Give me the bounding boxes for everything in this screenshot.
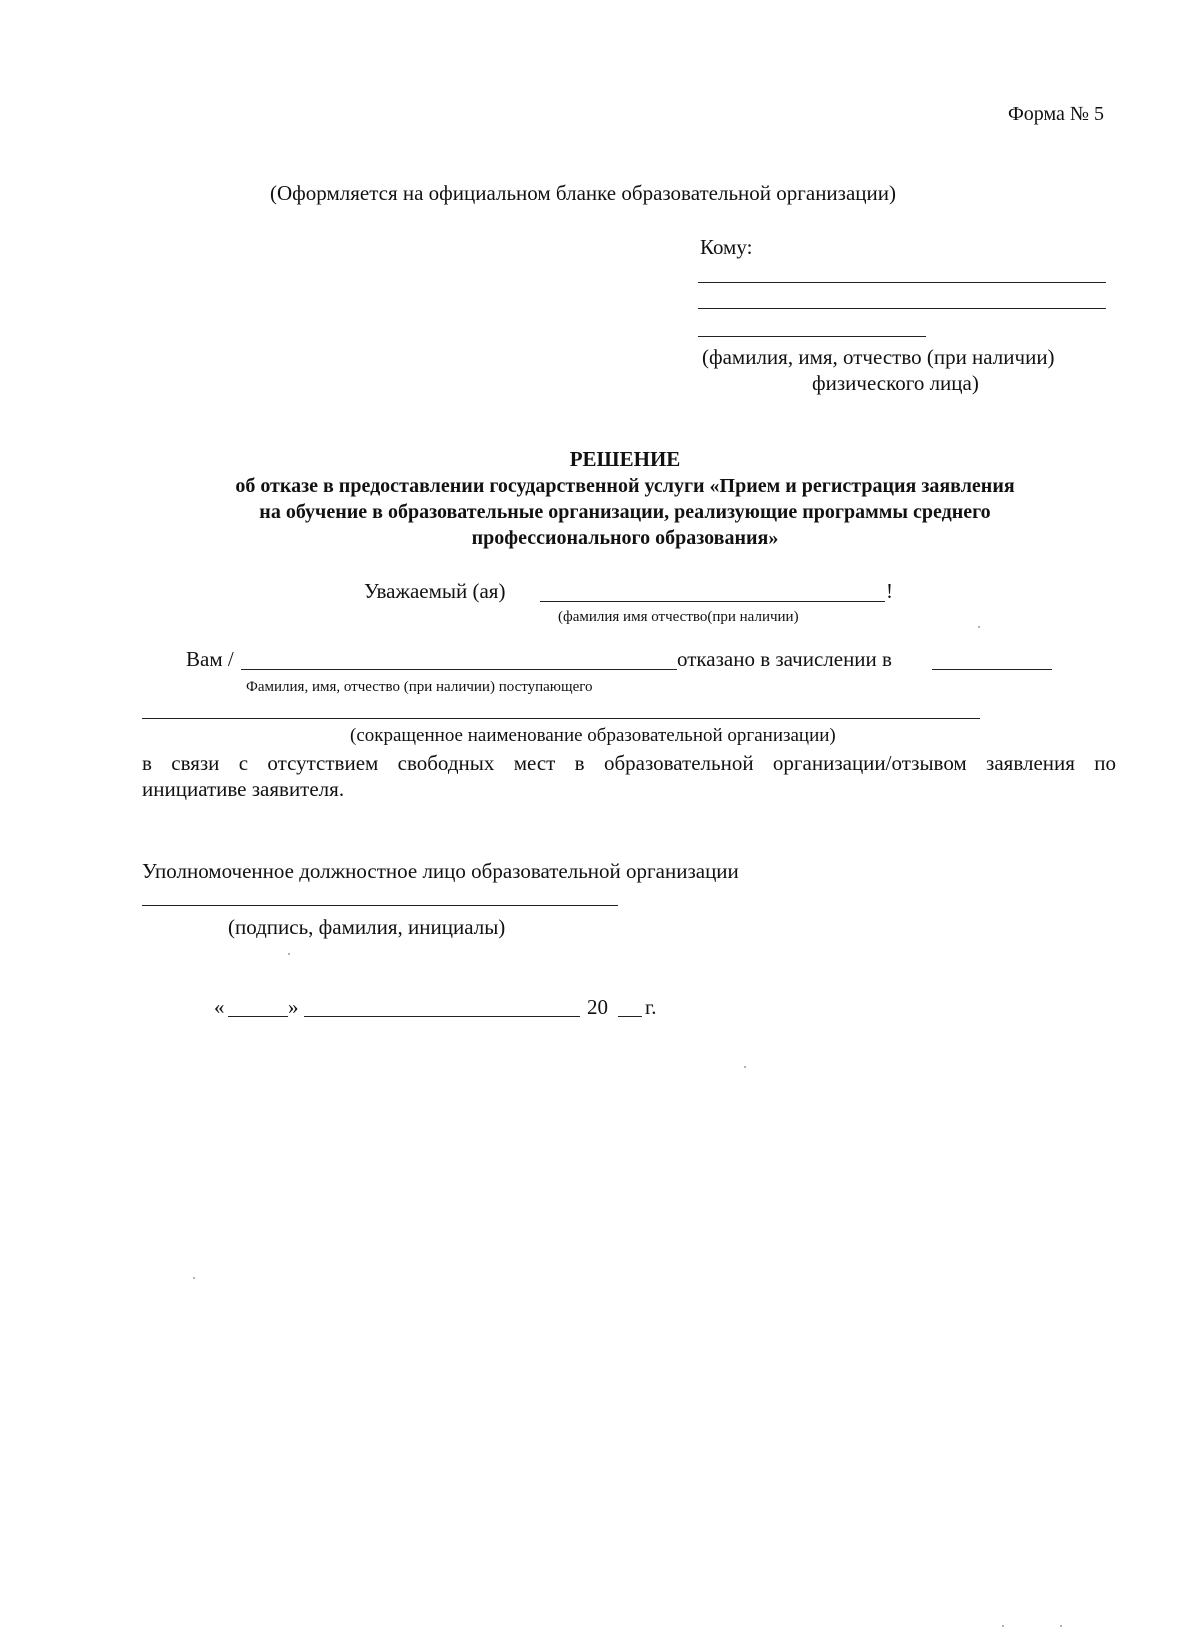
signature-line[interactable]: [142, 905, 618, 906]
scan-speck: [978, 626, 980, 628]
form-number: Форма № 5: [1008, 103, 1104, 125]
greeting-exclamation: !: [886, 579, 893, 603]
signature-label: Уполномоченное должностное лицо образовательной организации: [142, 859, 739, 883]
document-title-line-3: профессионального образования»: [471, 527, 779, 549]
greeting-text: Уважаемый (ая): [364, 579, 506, 603]
date-month-line[interactable]: [304, 1016, 580, 1017]
recipient-caption-line-1: (фамилия, имя, отчество (при наличии): [702, 345, 1055, 369]
greeting-name-line[interactable]: [540, 601, 885, 602]
date-day-line[interactable]: [228, 1016, 288, 1017]
refusal-prefix: Вам /: [186, 647, 234, 671]
recipient-line-2[interactable]: [698, 308, 1106, 309]
recipient-line-3[interactable]: [698, 336, 926, 337]
date-open-quote: «: [214, 995, 225, 1019]
reason-line-2: инициативе заявителя.: [142, 777, 345, 801]
organization-short-line[interactable]: [932, 669, 1052, 670]
date-year-suffix: г.: [645, 995, 657, 1019]
refusal-text: отказано в зачислении в: [677, 647, 892, 671]
document-title-line-2: на обучение в образовательные организации, реализующие программы среднего: [259, 501, 991, 523]
scan-speck: [288, 953, 290, 955]
scan-speck: [744, 1066, 746, 1068]
document-title-line-1: об отказе в предоставлении государственной услуги «Прием и регистрация заявления: [235, 475, 1015, 497]
recipient-caption-line-2: физического лица): [812, 371, 979, 395]
scan-speck: [193, 1277, 195, 1279]
recipient-line-1[interactable]: [698, 282, 1106, 283]
date-close-quote: »: [288, 995, 299, 1019]
official-blank-note: (Оформляется на официальном бланке образовательной организации): [270, 181, 896, 205]
document-heading: РЕШЕНИЕ: [569, 447, 681, 471]
signature-caption: (подпись, фамилия, инициалы): [228, 915, 506, 939]
scan-speck: [1002, 1625, 1004, 1627]
reason-line-1: в связи с отсутствием свободных мест в образовательной организации/отзывом заявления по: [142, 751, 1116, 775]
applicant-caption: Фамилия, имя, отчество (при наличии) поступающего: [246, 679, 593, 695]
greeting-caption: (фамилия имя отчество(при наличии): [558, 609, 799, 625]
date-year-line[interactable]: [618, 1016, 642, 1017]
date-year-prefix: 20: [587, 995, 608, 1019]
recipient-label: Кому:: [700, 235, 753, 259]
organization-caption: (сокращенное наименование образовательной организации): [350, 725, 836, 746]
scan-speck: [1060, 1625, 1062, 1627]
applicant-name-line[interactable]: [241, 669, 677, 670]
organization-name-line[interactable]: [142, 718, 980, 719]
